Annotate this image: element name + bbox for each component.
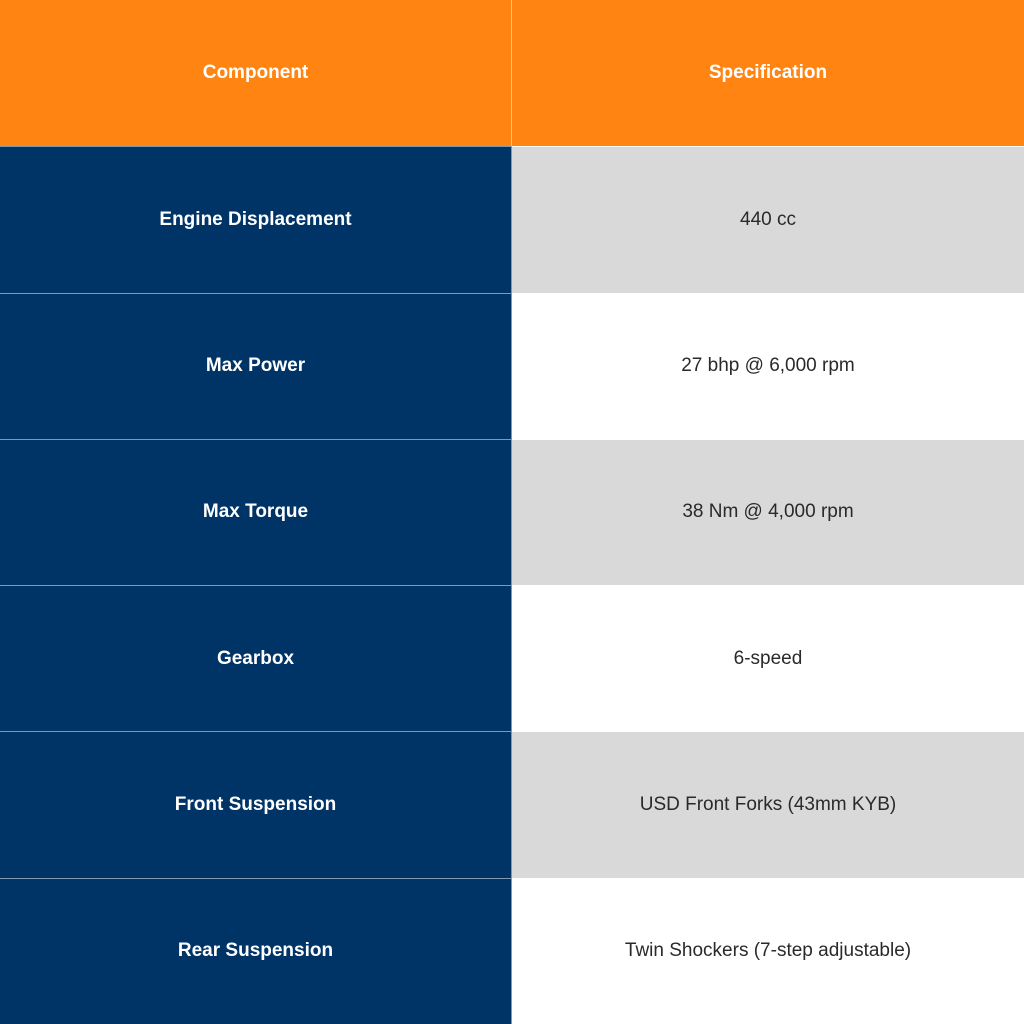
header-component: Component	[0, 0, 512, 146]
row-specification: 6-speed	[512, 585, 1024, 731]
row-specification: 440 cc	[512, 146, 1024, 292]
row-component: Gearbox	[0, 585, 512, 731]
row-component: Front Suspension	[0, 731, 512, 877]
header-specification: Specification	[512, 0, 1024, 146]
row-component: Max Torque	[0, 439, 512, 585]
row-specification: 27 bhp @ 6,000 rpm	[512, 293, 1024, 439]
row-component: Engine Displacement	[0, 146, 512, 292]
row-specification: USD Front Forks (43mm KYB)	[512, 731, 1024, 877]
row-component: Max Power	[0, 293, 512, 439]
row-specification: 38 Nm @ 4,000 rpm	[512, 439, 1024, 585]
row-specification: Twin Shockers (7-step adjustable)	[512, 878, 1024, 1024]
row-component: Rear Suspension	[0, 878, 512, 1024]
